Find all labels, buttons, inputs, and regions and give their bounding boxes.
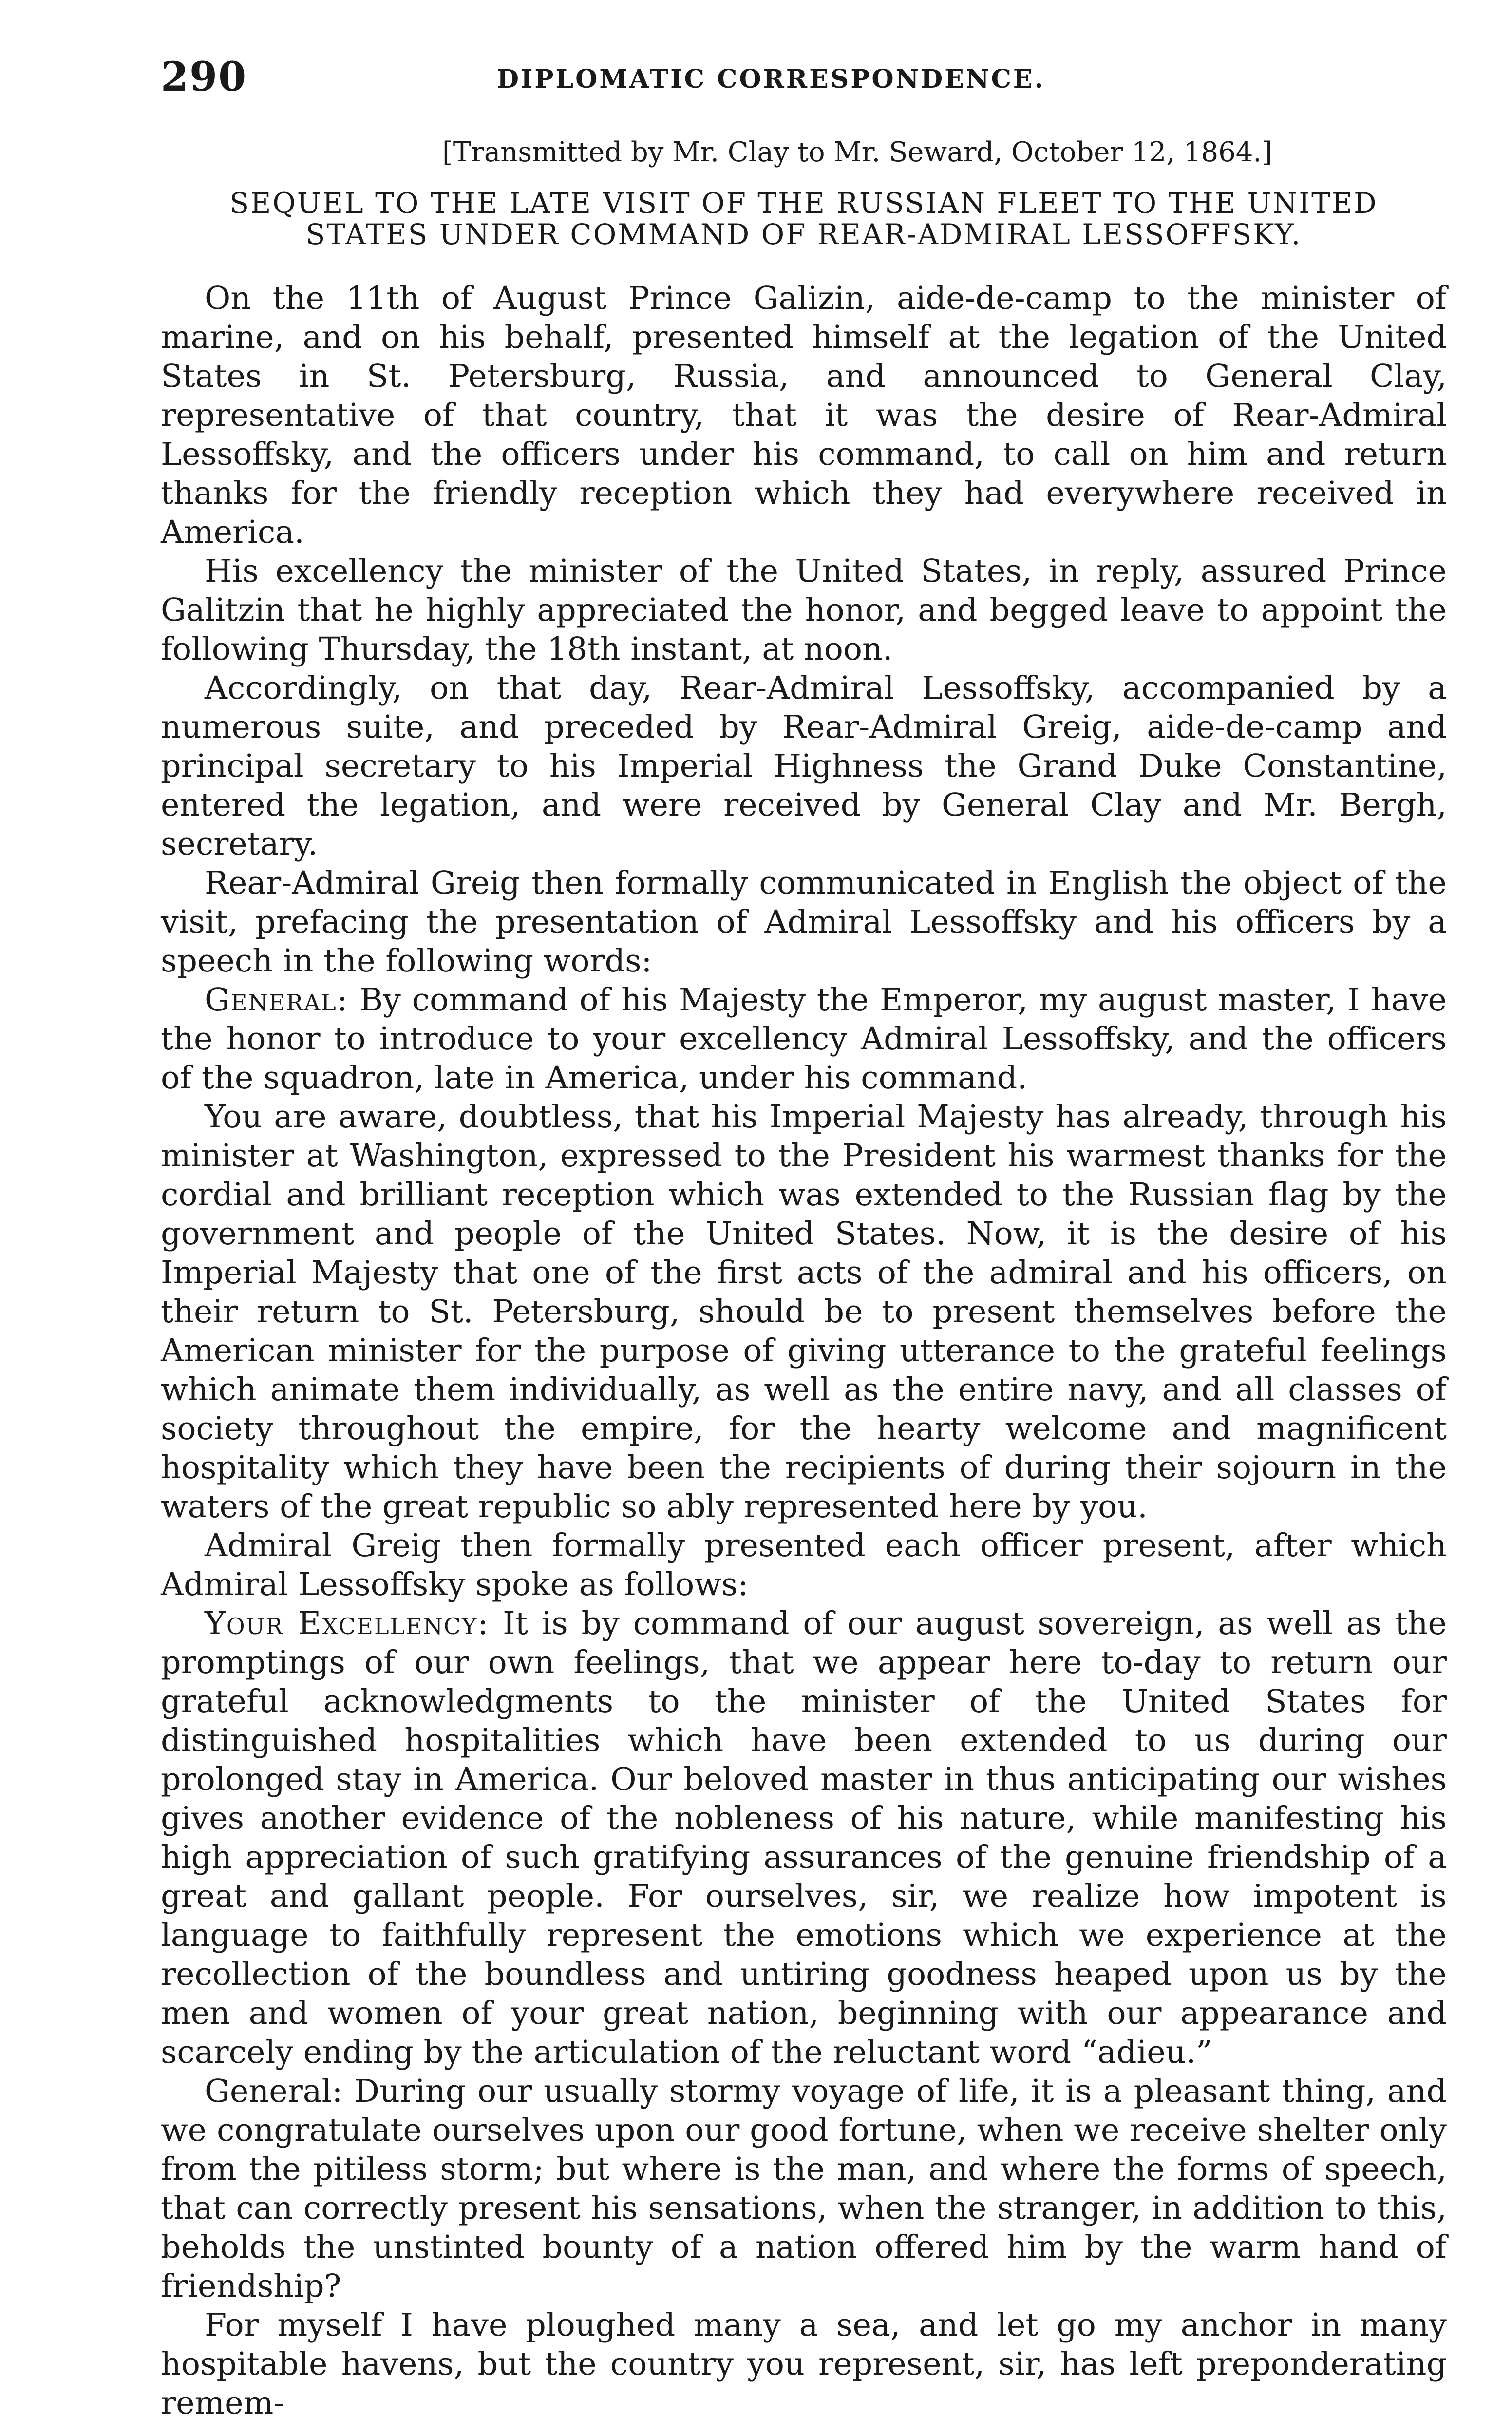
document-page (161, 54, 1447, 2423)
paragraph-6: You are aware, doubtless, that his Imperial Majesty has already, through his minister at Washington, expressed to the President his warmest thanks for the cordial and brilliant reception which was extended to the Russian flag by the government and people of the United States. Now, it is the desire of his Imperial Majesty that one of the first acts of the admiral and his officers, on their return to St. Petersburg, should be to present themselves before the American minister for the purpose of giving utterance to the grateful feelings which animate them individually, as well as the entire navy, and all classes of society throughout the empire, for the hearty welcome and magnificent hospitality which they have been the recipients of during their sojourn in the waters of the great republic so ably represented here by you. (161, 1099, 1447, 1525)
paragraph-7: Admiral Greig then formally presented each officer present, after which Admiral Lessoffsky spoke as follows: (161, 1527, 1447, 1603)
paragraph-3: Accordingly, on that day, Rear-Admiral Lessoffsky, accompanied by a numerous suite, and preceded by Rear-Admiral Greig, aide-de-camp and principal secretary to his Imperial Highness the Grand Duke Constantine, entered the legation, and were received by General Clay and Mr. Bergh, secretary. (161, 670, 1447, 862)
paragraph-2: His excellency the minister of the United States, in reply, assured Prince Galitzin that he highly appreciated the honor, and begged leave to appoint the following Thursday, the 18th instant, at noon. (161, 553, 1447, 667)
running-title: DIPLOMATIC CORRESPONDENCE. (497, 64, 1045, 94)
salutation-your-excellency: Your Excellency: (205, 1605, 490, 1642)
transmitted-note: [Transmitted by Mr. Clay to Mr. Seward, October 12, 1864.] (442, 136, 1273, 168)
paragraph-8 (161, 1604, 1447, 2072)
paragraph-8-text: It is by command of our august sovereign, as well as the promptings of our own feelings, that we appear here to-day to return our grateful acknowledgments to the minister of the United States for distinguished hospitalities which have been extended to us during our prolonged stay in America. Our beloved master in thus anticipating our wishes gives another evidence of the nobleness of his nature, while manifesting his high appreciation of such gratifying assurances of the genuine friendship of a great and gallant people. For ourselves, sir, we realize how impotent is language to faithfully represent the emotions which we experience at the recollection of the boundless and untiring goodness heaped upon us by the men and women of your great nation, beginning with our appearance and scarcely ending by the articulation of the reluctant word “adieu.” (161, 1605, 1447, 2071)
section-heading (161, 188, 1447, 250)
paragraph-5-text: By command of his Majesty the Emperor, my august master, I have the honor to introduce to your excellency Admiral Lessoffsky, and the officers of the squadron, late in America, under his command. (161, 982, 1447, 1096)
paragraph-4: Rear-Admiral Greig then formally communicated in English the object of the visit, prefacing the presentation of Admiral Lessoffsky and his officers by a speech in the following words: (161, 865, 1447, 979)
paragraph-10: For myself I have ploughed many a sea, and let go my anchor in many hospitable havens, but the country you represent, sir, has left preponderating remem- (161, 2307, 1447, 2421)
salutation-general: General: (205, 982, 349, 1018)
paragraph-9: General: During our usually stormy voyage of life, it is a pleasant thing, and we congratulate ourselves upon our good fortune, when we receive shelter only from the pitiless storm; but where is the man, and where the forms of speech, that can correctly present his sensations, when the stranger, in addition to this, beholds the unstinted bounty of a nation offered him by the warm hand of friendship? (161, 2073, 1447, 2304)
body-text (161, 279, 1447, 2423)
heading-line-2: STATES UNDER COMMAND OF REAR-ADMIRAL LESSOFFSKY. (305, 218, 1302, 251)
running-head (161, 54, 1447, 117)
page-number: 290 (161, 54, 247, 100)
paragraph-1: On the 11th of August Prince Galizin, aide-de-camp to the minister of marine, and on his behalf, presented himself at the legation of the United States in St. Petersburg, Russia, and announced to General Clay, representative of that country, that it was the desire of Rear-Admiral Lessoffsky, and the officers under his command, to call on him and return thanks for the friendly reception which they had everywhere received in America. (161, 280, 1447, 551)
heading-line-1: SEQUEL TO THE LATE VISIT OF THE RUSSIAN FLEET TO THE UNITED (229, 187, 1378, 220)
paragraph-5 (161, 981, 1447, 1098)
